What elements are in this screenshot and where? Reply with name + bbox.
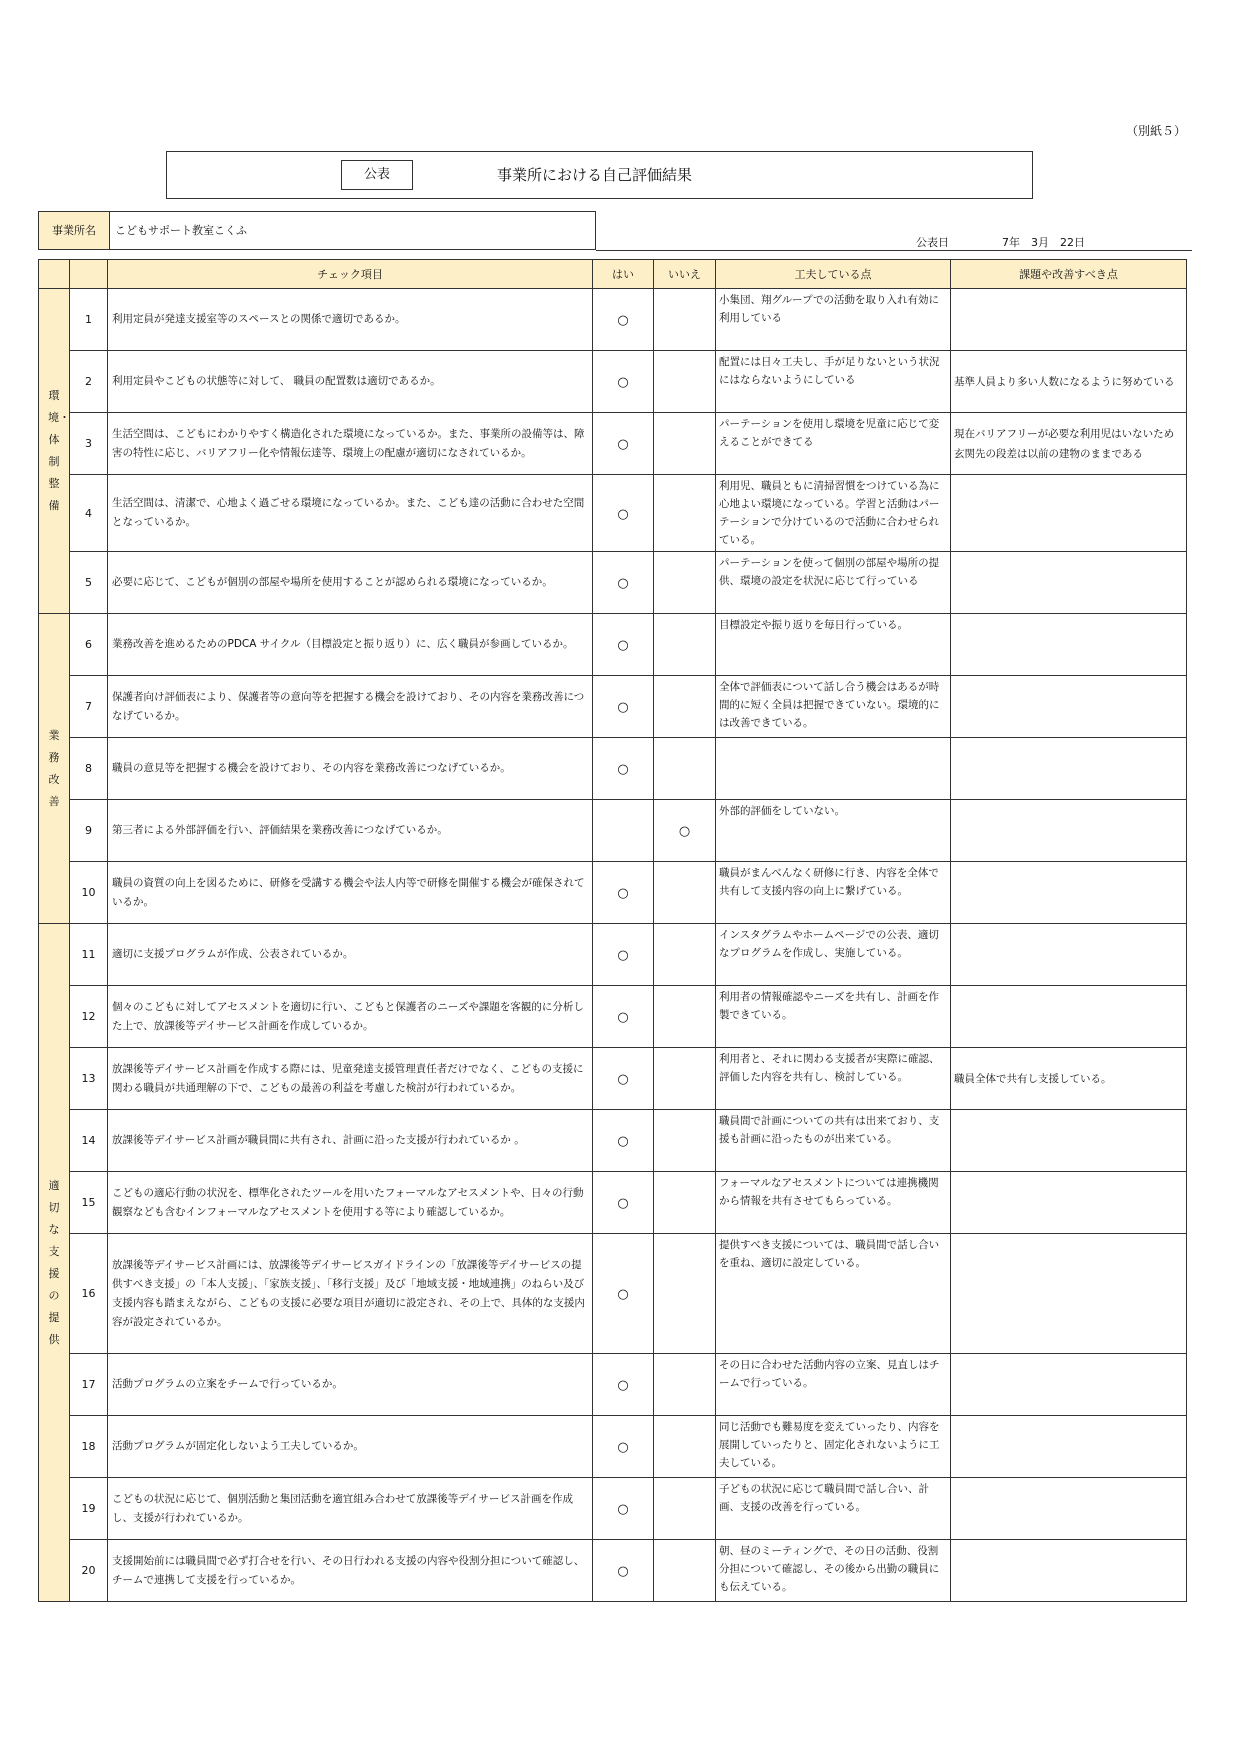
row-number: 13 bbox=[70, 1048, 108, 1110]
row-number: 16 bbox=[70, 1234, 108, 1354]
effort-text: 外部的評価をしていない。 bbox=[716, 800, 951, 862]
issue-text bbox=[951, 862, 1187, 924]
header-check-item: チェック項目 bbox=[108, 260, 593, 289]
header-issue: 課題や改善すべき点 bbox=[951, 260, 1187, 289]
issue-text bbox=[951, 475, 1187, 552]
header-category bbox=[39, 260, 70, 289]
table-row bbox=[39, 676, 1187, 738]
effort-text: 同じ活動でも難易度を変えていったり、内容を展開していったりと、固定化されないように工夫している。 bbox=[716, 1416, 951, 1478]
yes-mark: ○ bbox=[593, 676, 654, 738]
title-box bbox=[166, 151, 1033, 199]
check-item-text: こどもの適応行動の状況を、標準化されたツールを用いたフォーマルなアセスメントや、日々の行動観察なども含むインフォーマルなアセスメントを使用する等により確認しているか。 bbox=[108, 1172, 593, 1234]
table-row bbox=[39, 738, 1187, 800]
header-no: いいえ bbox=[654, 260, 716, 289]
row-number: 8 bbox=[70, 738, 108, 800]
category-cell bbox=[39, 614, 70, 924]
row-number: 1 bbox=[70, 289, 108, 351]
effort-text: フォーマルなアセスメントについては連携機関から情報を共有させてもらっている。 bbox=[716, 1172, 951, 1234]
row-number: 19 bbox=[70, 1478, 108, 1540]
no-mark bbox=[654, 676, 716, 738]
no-mark bbox=[654, 289, 716, 351]
category-cell bbox=[39, 289, 70, 614]
office-name: こどもサポート教室こくふ bbox=[115, 224, 247, 237]
no-mark: ○ bbox=[654, 800, 716, 862]
publish-date bbox=[596, 234, 1192, 251]
check-item-text: 利用定員やこどもの状態等に対して、 職員の配置数は適切であるか。 bbox=[108, 351, 593, 413]
public-tag: 公表 bbox=[341, 160, 413, 190]
category-label: 適切な支援の提供 bbox=[48, 1178, 60, 1346]
effort-text: 利用者の情報確認やニーズを共有し、計画を作製できている。 bbox=[716, 986, 951, 1048]
check-item-text: こどもの状況に応じて、個別活動と集団活動を適宜組み合わせて放課後等デイサービス計画を作成し、支援が行われているか。 bbox=[108, 1478, 593, 1540]
effort-text: 利用児、職員ともに清掃習慣をつけている為に心地よい環境になっている。学習と活動はパーテーションで分けているので活動に合わせられている。 bbox=[716, 475, 951, 552]
issue-text bbox=[951, 1110, 1187, 1172]
no-mark bbox=[654, 1478, 716, 1540]
effort-text: 全体で評価表について話し合う機会はあるが時間的に短く全員は把握できていない。環境的には改善できている。 bbox=[716, 676, 951, 738]
no-mark bbox=[654, 614, 716, 676]
row-number: 3 bbox=[70, 413, 108, 475]
issue-text bbox=[951, 738, 1187, 800]
row-number: 11 bbox=[70, 924, 108, 986]
table-row bbox=[39, 1540, 1187, 1602]
check-item-text: 生活空間は、清潔で、心地よく過ごせる環境になっているか。また、こども達の活動に合わせた空間となっているか。 bbox=[108, 475, 593, 552]
office-label: 事業所名 bbox=[39, 212, 110, 249]
issue-text bbox=[951, 1354, 1187, 1416]
row-number: 6 bbox=[70, 614, 108, 676]
yes-mark: ○ bbox=[593, 986, 654, 1048]
issue-text: 職員全体で共有し支援している。 bbox=[951, 1048, 1187, 1110]
no-mark bbox=[654, 986, 716, 1048]
table-row bbox=[39, 1416, 1187, 1478]
row-number: 2 bbox=[70, 351, 108, 413]
table-row bbox=[39, 475, 1187, 552]
effort-text: インスタグラムやホームページでの公表、適切なプログラムを作成し、実施している。 bbox=[716, 924, 951, 986]
effort-text bbox=[716, 738, 951, 800]
yes-mark: ○ bbox=[593, 289, 654, 351]
check-item-text: 個々のこどもに対してアセスメントを適切に行い、こどもと保護者のニーズや課題を客観的に分析した上で、放課後等デイサービス計画を作成しているか。 bbox=[108, 986, 593, 1048]
row-number: 17 bbox=[70, 1354, 108, 1416]
effort-text: 子どもの状況に応じて職員間で話し合い、計画、支援の改善を行っている。 bbox=[716, 1478, 951, 1540]
yes-mark: ○ bbox=[593, 552, 654, 614]
issue-text bbox=[951, 676, 1187, 738]
yes-mark: ○ bbox=[593, 351, 654, 413]
no-mark bbox=[654, 413, 716, 475]
evaluation-table bbox=[38, 259, 1187, 1602]
issue-text bbox=[951, 552, 1187, 614]
table-row bbox=[39, 862, 1187, 924]
issue-text bbox=[951, 1416, 1187, 1478]
issue-text bbox=[951, 800, 1187, 862]
effort-text: 小集団、翔グループでの活動を取り入れ有効に利用している bbox=[716, 289, 951, 351]
check-item-text: 支援開始前には職員間で必ず打合せを行い、その日行われる支援の内容や役割分担について確認し、チームで連携して支援を行っているか。 bbox=[108, 1540, 593, 1602]
header-effort: 工夫している点 bbox=[716, 260, 951, 289]
no-mark bbox=[654, 1048, 716, 1110]
effort-text: 配置には日々工夫し、手が足りないという状況にはならないようにしている bbox=[716, 351, 951, 413]
check-item-text: 適切に支援プログラムが作成、公表されているか。 bbox=[108, 924, 593, 986]
category-label: 業務改善 bbox=[48, 728, 60, 808]
header-yes: はい bbox=[593, 260, 654, 289]
row-number: 7 bbox=[70, 676, 108, 738]
table-row bbox=[39, 413, 1187, 475]
effort-text: パーテーションを使用し環境を児童に応じて変えることができてる bbox=[716, 413, 951, 475]
check-item-text: 活動プログラムの立案をチームで行っているか。 bbox=[108, 1354, 593, 1416]
no-mark bbox=[654, 924, 716, 986]
issue-text bbox=[951, 924, 1187, 986]
table-row bbox=[39, 986, 1187, 1048]
issue-text: 現在バリアフリーが必要な利用児はいないため玄関先の段差は以前の建物のままである bbox=[951, 413, 1187, 475]
issue-text bbox=[951, 1234, 1187, 1354]
check-item-text: 放課後等デイサービス計画を作成する際には、児童発達支援管理責任者だけでなく、こどもの支援に関わる職員が共通理解の下で、こどもの最善の利益を考慮した検討が行われているか。 bbox=[108, 1048, 593, 1110]
effort-text: その日に合わせた活動内容の立案、見直しはチームで行っている。 bbox=[716, 1354, 951, 1416]
issue-text bbox=[951, 1540, 1187, 1602]
yes-mark: ○ bbox=[593, 738, 654, 800]
row-number: 14 bbox=[70, 1110, 108, 1172]
category-label: 環境・体制整備 bbox=[47, 389, 70, 512]
table-row bbox=[39, 1172, 1187, 1234]
category-cell bbox=[39, 924, 70, 1602]
row-number: 15 bbox=[70, 1172, 108, 1234]
table-row bbox=[39, 614, 1187, 676]
table-row bbox=[39, 552, 1187, 614]
effort-text: 利用者と、それに関わる支援者が実際に確認、評価した内容を共有し、検討している。 bbox=[716, 1048, 951, 1110]
table-row bbox=[39, 1354, 1187, 1416]
yes-mark: ○ bbox=[593, 1478, 654, 1540]
no-mark bbox=[654, 1110, 716, 1172]
row-number: 10 bbox=[70, 862, 108, 924]
row-number: 9 bbox=[70, 800, 108, 862]
yes-mark: ○ bbox=[593, 862, 654, 924]
no-mark bbox=[654, 1540, 716, 1602]
office-box bbox=[38, 211, 596, 250]
effort-text: 目標設定や振り返りを毎日行っている。 bbox=[716, 614, 951, 676]
no-mark bbox=[654, 475, 716, 552]
table-row bbox=[39, 1234, 1187, 1354]
issue-text bbox=[951, 986, 1187, 1048]
yes-mark: ○ bbox=[593, 1110, 654, 1172]
yes-mark: ○ bbox=[593, 1354, 654, 1416]
table-row bbox=[39, 924, 1187, 986]
no-mark bbox=[654, 1172, 716, 1234]
yes-mark: ○ bbox=[593, 924, 654, 986]
row-number: 4 bbox=[70, 475, 108, 552]
check-item-text: 活動プログラムが固定化しないよう工夫しているか。 bbox=[108, 1416, 593, 1478]
no-mark bbox=[654, 1416, 716, 1478]
yes-mark bbox=[593, 800, 654, 862]
table-row bbox=[39, 1110, 1187, 1172]
no-mark bbox=[654, 1234, 716, 1354]
yes-mark: ○ bbox=[593, 1234, 654, 1354]
row-number: 12 bbox=[70, 986, 108, 1048]
header-number bbox=[70, 260, 108, 289]
table-row bbox=[39, 1478, 1187, 1540]
effort-text: 提供すべき支援については、職員間で話し合いを重ね、適切に設定している。 bbox=[716, 1234, 951, 1354]
no-mark bbox=[654, 862, 716, 924]
attachment-label: （別紙５） bbox=[1126, 124, 1187, 138]
table-row bbox=[39, 1048, 1187, 1110]
row-number: 5 bbox=[70, 552, 108, 614]
issue-text bbox=[951, 614, 1187, 676]
publish-date-value: 7年 3月 22日 bbox=[1002, 236, 1085, 249]
issue-text bbox=[951, 1172, 1187, 1234]
check-item-text: 第三者による外部評価を行い、評価結果を業務改善につなげているか。 bbox=[108, 800, 593, 862]
issue-text bbox=[951, 289, 1187, 351]
yes-mark: ○ bbox=[593, 1540, 654, 1602]
table-row bbox=[39, 351, 1187, 413]
table-row bbox=[39, 289, 1187, 351]
issue-text: 基準人員より多い人数になるように努めている bbox=[951, 351, 1187, 413]
check-item-text: 必要に応じて、こどもが個別の部屋や場所を使用することが認められる環境になっているか。 bbox=[108, 552, 593, 614]
no-mark bbox=[654, 552, 716, 614]
check-item-text: 保護者向け評価表により、保護者等の意向等を把握する機会を設けており、その内容を業務改善につなげているか。 bbox=[108, 676, 593, 738]
check-item-text: 職員の資質の向上を図るために、研修を受講する機会や法人内等で研修を開催する機会が確保されているか。 bbox=[108, 862, 593, 924]
issue-text bbox=[951, 1478, 1187, 1540]
effort-text: 朝、昼のミーティングで、その日の活動、役割分担について確認し、その後から出勤の職員にも伝えている。 bbox=[716, 1540, 951, 1602]
no-mark bbox=[654, 351, 716, 413]
publish-date-label: 公表日 bbox=[916, 236, 949, 249]
yes-mark: ○ bbox=[593, 1048, 654, 1110]
check-item-text: 業務改善を進めるためのPDCA サイクル（目標設定と振り返り）に、広く職員が参画しているか。 bbox=[108, 614, 593, 676]
check-item-text: 職員の意見等を把握する機会を設けており、その内容を業務改善につなげているか。 bbox=[108, 738, 593, 800]
check-item-text: 放課後等デイサービス計画には、放課後等デイサービスガイドラインの「放課後等デイサービスの提供すべき支援」の「本人支援」、「家族支援」、「移行支援」及び「地域支援・地域連携」のねらい及び支援内容も踏まえながら、こどもの支援に必要な項目が適切に設定され、その上で、具体的な支援内容が設定されているか。 bbox=[108, 1234, 593, 1354]
check-item-text: 利用定員が発達支援室等のスペースとの関係で適切であるか。 bbox=[108, 289, 593, 351]
effort-text: 職員がまんべんなく研修に行き、内容を全体で共有して支援内容の向上に繋げている。 bbox=[716, 862, 951, 924]
table-header-row bbox=[39, 260, 1187, 289]
yes-mark: ○ bbox=[593, 614, 654, 676]
check-item-text: 生活空間は、こどもにわかりやすく構造化された環境になっているか。また、事業所の設備等は、障害の特性に応じ、バリアフリー化や情報伝達等、環境上の配慮が適切になされているか。 bbox=[108, 413, 593, 475]
yes-mark: ○ bbox=[593, 1416, 654, 1478]
check-item-text: 放課後等デイサービス計画が職員間に共有され、計画に沿った支援が行われているか 。 bbox=[108, 1110, 593, 1172]
row-number: 20 bbox=[70, 1540, 108, 1602]
table-row bbox=[39, 800, 1187, 862]
no-mark bbox=[654, 1354, 716, 1416]
yes-mark: ○ bbox=[593, 1172, 654, 1234]
row-number: 18 bbox=[70, 1416, 108, 1478]
no-mark bbox=[654, 738, 716, 800]
document-title: 事業所における自己評価結果 bbox=[497, 166, 693, 184]
effort-text: 職員間で計画についての共有は出来ており、支援も計画に沿ったものが出来ている。 bbox=[716, 1110, 951, 1172]
effort-text: パーテーションを使って個別の部屋や場所の提供、環境の設定を状況に応じて行っている bbox=[716, 552, 951, 614]
yes-mark: ○ bbox=[593, 475, 654, 552]
yes-mark: ○ bbox=[593, 413, 654, 475]
